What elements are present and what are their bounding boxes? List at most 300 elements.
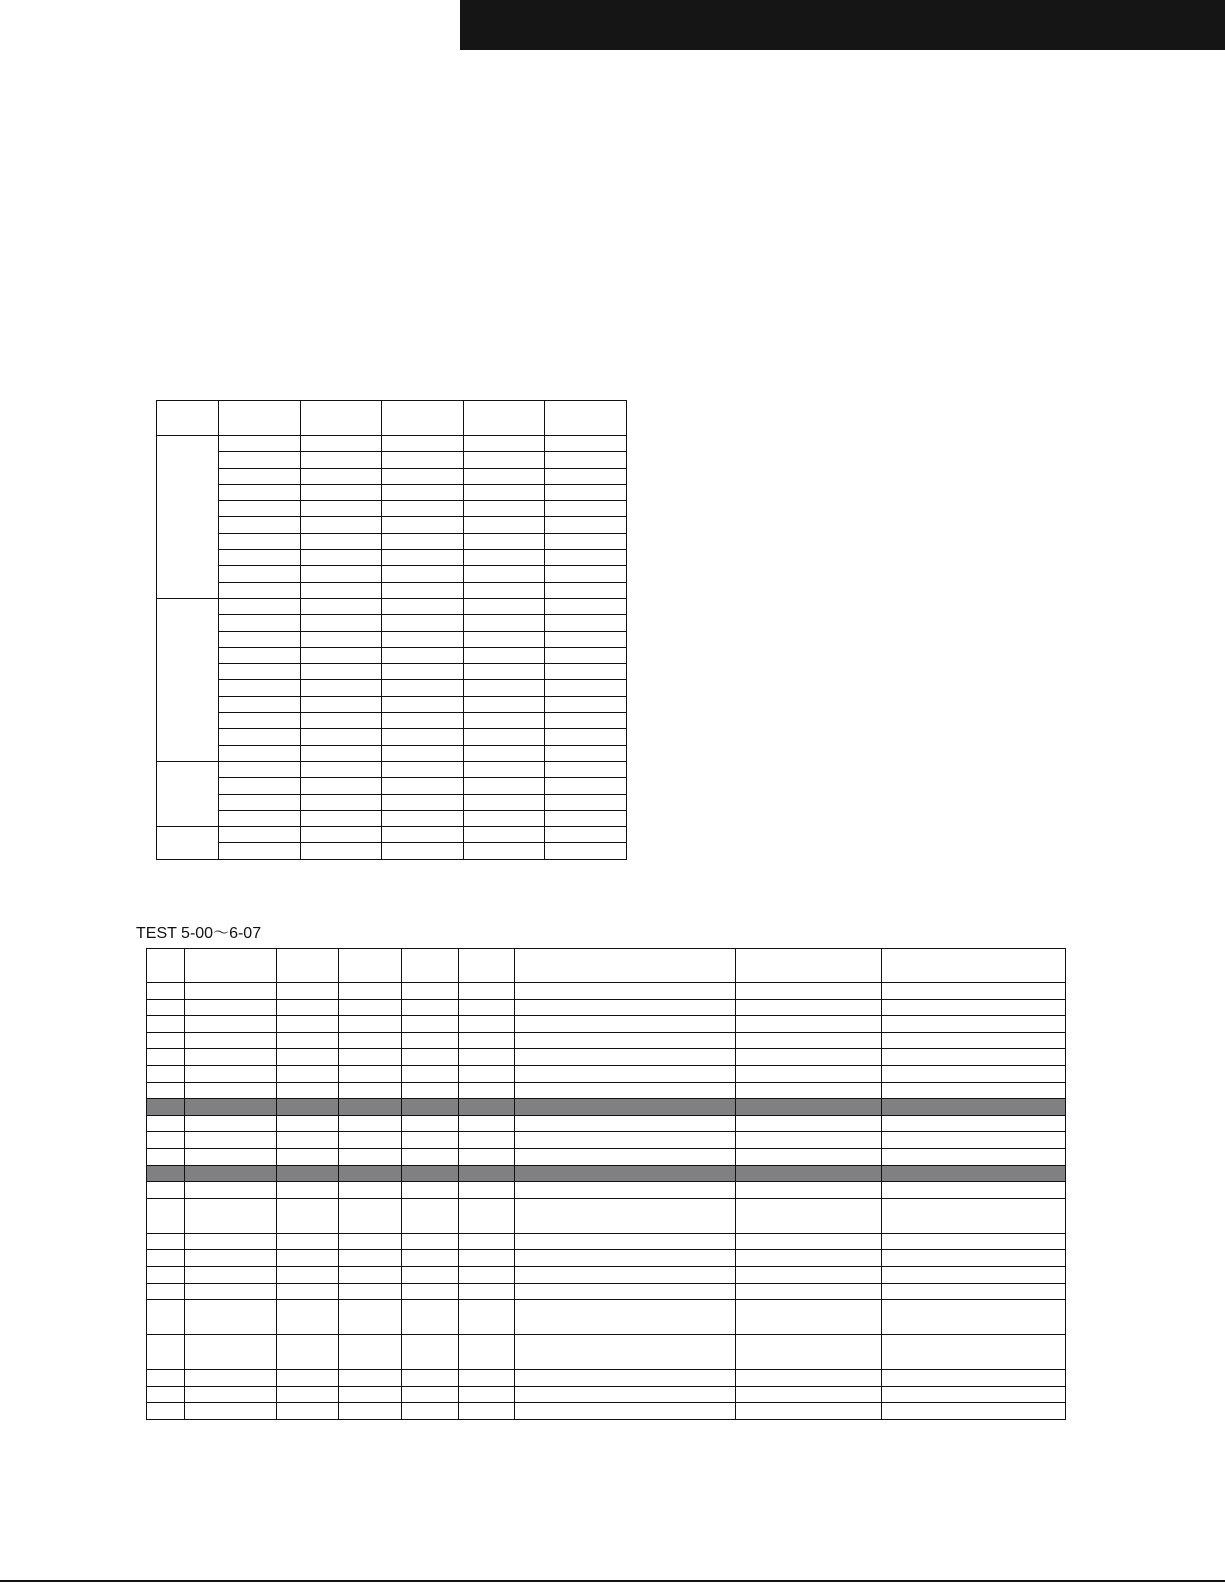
table-cell — [881, 1115, 1065, 1132]
table-cell — [736, 1032, 882, 1049]
table-cell — [339, 1099, 402, 1116]
group-cell — [157, 761, 219, 826]
table-row — [157, 696, 627, 712]
table-cell — [339, 1266, 402, 1283]
table-row — [147, 1250, 1066, 1267]
table-cell — [463, 533, 545, 549]
table-cell — [300, 761, 382, 777]
section-title: TEST 5-00～6-07 — [136, 925, 262, 942]
table-row — [147, 1049, 1066, 1066]
table-cell — [736, 999, 882, 1016]
table-cell — [881, 1300, 1065, 1335]
table-cell — [276, 1250, 339, 1267]
table-cell — [545, 761, 627, 777]
table-cell — [458, 1065, 515, 1082]
table-cell — [458, 1165, 515, 1182]
table-cell — [185, 1115, 276, 1132]
table-cell — [545, 550, 627, 566]
table-cell — [545, 631, 627, 647]
header-cell — [881, 949, 1065, 983]
table-cell — [515, 1198, 736, 1233]
table-cell — [458, 1386, 515, 1403]
upper-table — [156, 400, 627, 860]
table-cell — [276, 1335, 339, 1370]
table-cell — [881, 1250, 1065, 1267]
table-cell — [147, 1233, 185, 1250]
table-cell — [515, 983, 736, 1000]
table-cell — [402, 1115, 459, 1132]
table-cell — [382, 761, 464, 777]
table-cell — [545, 810, 627, 826]
table-cell — [402, 1370, 459, 1387]
header-cell — [219, 401, 301, 436]
table-cell — [185, 1335, 276, 1370]
table-cell — [881, 1233, 1065, 1250]
table-cell — [339, 1182, 402, 1199]
table-row — [157, 631, 627, 647]
table-cell — [545, 501, 627, 517]
table-cell — [276, 1266, 339, 1283]
table-cell — [515, 999, 736, 1016]
table-cell — [276, 1016, 339, 1033]
table-cell — [147, 1115, 185, 1132]
table-cell — [382, 745, 464, 761]
table-cell — [339, 1403, 402, 1420]
table-cell — [463, 827, 545, 843]
table-row — [157, 843, 627, 859]
table-cell — [185, 983, 276, 1000]
table-cell — [300, 810, 382, 826]
table-cell — [339, 1233, 402, 1250]
table-row — [157, 468, 627, 484]
table-cell — [185, 1065, 276, 1082]
table-cell — [185, 1082, 276, 1099]
table-cell — [276, 1032, 339, 1049]
table-cell — [545, 468, 627, 484]
table-cell — [545, 647, 627, 663]
table-cell — [382, 436, 464, 452]
table-cell — [402, 1283, 459, 1300]
test-table — [146, 948, 1066, 1420]
table-cell — [382, 713, 464, 729]
table-cell — [736, 1132, 882, 1149]
table-row — [157, 550, 627, 566]
table-cell — [185, 1049, 276, 1066]
table-cell — [402, 1099, 459, 1116]
table-row — [147, 1065, 1066, 1082]
table-cell — [545, 664, 627, 680]
table-cell — [545, 582, 627, 598]
table-cell — [736, 1099, 882, 1116]
table-cell — [402, 1016, 459, 1033]
table-row — [157, 729, 627, 745]
table-cell — [382, 582, 464, 598]
table-cell — [881, 1049, 1065, 1066]
table-cell — [185, 1032, 276, 1049]
table-cell — [458, 1403, 515, 1420]
table-cell — [185, 1370, 276, 1387]
table-cell — [463, 761, 545, 777]
table-row — [157, 761, 627, 777]
table-cell — [736, 1370, 882, 1387]
table-cell — [147, 1132, 185, 1149]
table-cell — [463, 452, 545, 468]
table-row — [147, 1198, 1066, 1233]
table-cell — [545, 778, 627, 794]
table-row — [157, 452, 627, 468]
table-row — [147, 1386, 1066, 1403]
table-cell — [300, 794, 382, 810]
table-cell — [736, 983, 882, 1000]
table-cell — [276, 1283, 339, 1300]
table-cell — [382, 827, 464, 843]
header-cell — [300, 401, 382, 436]
table-cell — [458, 1370, 515, 1387]
table-cell — [147, 1165, 185, 1182]
table-cell — [300, 664, 382, 680]
table-cell — [147, 1386, 185, 1403]
table-cell — [382, 680, 464, 696]
table-cell — [458, 1082, 515, 1099]
table-cell — [515, 1386, 736, 1403]
table-row — [147, 1016, 1066, 1033]
table-cell — [402, 1250, 459, 1267]
table-cell — [402, 1386, 459, 1403]
table-cell — [515, 1300, 736, 1335]
table-cell — [382, 843, 464, 859]
table-cell — [276, 1065, 339, 1082]
table-row — [157, 501, 627, 517]
table-cell — [545, 745, 627, 761]
table-cell — [515, 1065, 736, 1082]
table-cell — [458, 1049, 515, 1066]
table-cell — [736, 1049, 882, 1066]
table-cell — [339, 1198, 402, 1233]
table-cell — [185, 1148, 276, 1165]
table-cell — [458, 1016, 515, 1033]
table-cell — [515, 1370, 736, 1387]
header-cell — [382, 401, 464, 436]
table-row — [157, 680, 627, 696]
test-table-header-row — [147, 949, 1066, 983]
table-cell — [147, 1032, 185, 1049]
table-cell — [339, 1065, 402, 1082]
table-cell — [219, 680, 301, 696]
table-cell — [515, 1099, 736, 1116]
table-cell — [339, 1250, 402, 1267]
header-cell — [458, 949, 515, 983]
table-cell — [881, 1148, 1065, 1165]
table-cell — [276, 1300, 339, 1335]
table-cell — [276, 1165, 339, 1182]
table-cell — [219, 631, 301, 647]
table-cell — [881, 1065, 1065, 1082]
table-cell — [219, 436, 301, 452]
table-row — [147, 1335, 1066, 1370]
table-cell — [219, 550, 301, 566]
table-cell — [458, 1182, 515, 1199]
table-cell — [515, 1403, 736, 1420]
table-cell — [736, 1065, 882, 1082]
table-cell — [515, 1165, 736, 1182]
table-row — [157, 647, 627, 663]
table-cell — [300, 452, 382, 468]
table-cell — [300, 615, 382, 631]
table-cell — [300, 696, 382, 712]
table-cell — [276, 1099, 339, 1116]
table-cell — [881, 983, 1065, 1000]
table-cell — [736, 1115, 882, 1132]
table-cell — [881, 1386, 1065, 1403]
table-cell — [300, 778, 382, 794]
table-cell — [185, 1233, 276, 1250]
table-cell — [545, 533, 627, 549]
table-cell — [382, 647, 464, 663]
table-cell — [402, 1148, 459, 1165]
table-cell — [736, 1182, 882, 1199]
table-row — [157, 615, 627, 631]
table-cell — [463, 550, 545, 566]
table-row — [157, 517, 627, 533]
table-cell — [402, 1165, 459, 1182]
table-cell — [276, 1386, 339, 1403]
table-cell — [382, 778, 464, 794]
table-cell — [147, 1065, 185, 1082]
table-cell — [463, 696, 545, 712]
table-cell — [219, 452, 301, 468]
table-cell — [458, 999, 515, 1016]
table-cell — [219, 598, 301, 614]
table-cell — [515, 1016, 736, 1033]
table-row — [147, 1266, 1066, 1283]
table-cell — [402, 1300, 459, 1335]
table-cell — [147, 1300, 185, 1335]
table-cell — [339, 1370, 402, 1387]
table-cell — [515, 1132, 736, 1149]
table-cell — [219, 582, 301, 598]
table-cell — [402, 1335, 459, 1370]
table-row — [147, 1403, 1066, 1420]
table-cell — [545, 598, 627, 614]
table-cell — [545, 615, 627, 631]
table-cell — [458, 983, 515, 1000]
table-cell — [382, 533, 464, 549]
table-cell — [300, 468, 382, 484]
table-cell — [382, 664, 464, 680]
table-cell — [219, 696, 301, 712]
table-cell — [881, 1132, 1065, 1149]
table-cell — [463, 664, 545, 680]
table-cell — [736, 1283, 882, 1300]
table-cell — [881, 1099, 1065, 1116]
table-cell — [881, 1082, 1065, 1099]
header-cell — [185, 949, 276, 983]
table-cell — [463, 436, 545, 452]
table-row — [157, 484, 627, 500]
table-cell — [300, 484, 382, 500]
table-cell — [382, 468, 464, 484]
table-cell — [147, 1370, 185, 1387]
table-row — [157, 533, 627, 549]
table-cell — [458, 1148, 515, 1165]
table-cell — [458, 1115, 515, 1132]
table-cell — [402, 1266, 459, 1283]
table-cell — [339, 1032, 402, 1049]
table-row — [157, 436, 627, 452]
table-cell — [515, 1266, 736, 1283]
group-cell — [157, 827, 219, 860]
table-cell — [219, 566, 301, 582]
table-row — [147, 1148, 1066, 1165]
table-cell — [515, 1032, 736, 1049]
table-cell — [463, 745, 545, 761]
table-cell — [300, 598, 382, 614]
table-cell — [515, 1250, 736, 1267]
table-cell — [219, 810, 301, 826]
table-cell — [276, 1049, 339, 1066]
table-cell — [339, 1115, 402, 1132]
table-cell — [463, 680, 545, 696]
table-cell — [881, 999, 1065, 1016]
table-row — [147, 1300, 1066, 1335]
table-cell — [276, 1082, 339, 1099]
table-cell — [219, 484, 301, 500]
table-cell — [545, 843, 627, 859]
header-cell — [736, 949, 882, 983]
table-cell — [545, 680, 627, 696]
table-cell — [463, 582, 545, 598]
table-cell — [458, 1198, 515, 1233]
table-cell — [339, 1016, 402, 1033]
table-cell — [219, 533, 301, 549]
table-cell — [300, 729, 382, 745]
table-row — [147, 1032, 1066, 1049]
table-cell — [881, 1266, 1065, 1283]
table-cell — [147, 1148, 185, 1165]
table-cell — [402, 983, 459, 1000]
table-cell — [219, 843, 301, 859]
table-cell — [881, 1016, 1065, 1033]
table-cell — [300, 582, 382, 598]
table-cell — [219, 501, 301, 517]
table-cell — [300, 647, 382, 663]
table-cell — [402, 1198, 459, 1233]
table-cell — [463, 843, 545, 859]
table-cell — [515, 1233, 736, 1250]
table-cell — [185, 1198, 276, 1233]
table-row — [147, 1099, 1066, 1116]
table-cell — [300, 533, 382, 549]
table-row — [147, 1233, 1066, 1250]
table-cell — [881, 1283, 1065, 1300]
table-cell — [147, 1016, 185, 1033]
header-cell — [545, 401, 627, 436]
table-cell — [185, 1132, 276, 1149]
table-cell — [881, 1165, 1065, 1182]
header-cell — [515, 949, 736, 983]
table-cell — [402, 999, 459, 1016]
table-cell — [545, 452, 627, 468]
table-cell — [463, 615, 545, 631]
table-cell — [339, 1132, 402, 1149]
table-cell — [402, 1032, 459, 1049]
table-cell — [300, 680, 382, 696]
table-cell — [339, 1335, 402, 1370]
table-cell — [185, 1266, 276, 1283]
table-cell — [276, 1132, 339, 1149]
table-cell — [382, 810, 464, 826]
table-cell — [300, 843, 382, 859]
table-cell — [276, 1403, 339, 1420]
table-cell — [300, 713, 382, 729]
table-cell — [339, 1165, 402, 1182]
table-row — [157, 745, 627, 761]
table-row — [157, 794, 627, 810]
table-cell — [276, 1182, 339, 1199]
table-cell — [276, 1198, 339, 1233]
table-row — [147, 1082, 1066, 1099]
table-cell — [185, 1283, 276, 1300]
table-cell — [219, 468, 301, 484]
header-cell — [157, 401, 219, 436]
table-cell — [185, 1403, 276, 1420]
table-cell — [147, 1049, 185, 1066]
table-row — [147, 1115, 1066, 1132]
table-cell — [402, 1065, 459, 1082]
table-cell — [276, 1148, 339, 1165]
table-cell — [339, 1300, 402, 1335]
header-bar — [460, 0, 1225, 50]
table-cell — [219, 647, 301, 663]
table-cell — [736, 1016, 882, 1033]
table-cell — [463, 713, 545, 729]
table-row — [157, 810, 627, 826]
table-cell — [463, 631, 545, 647]
table-cell — [382, 729, 464, 745]
table-cell — [147, 1335, 185, 1370]
table-cell — [147, 1198, 185, 1233]
table-cell — [339, 983, 402, 1000]
table-cell — [147, 999, 185, 1016]
header-cell — [276, 949, 339, 983]
table-cell — [545, 517, 627, 533]
table-cell — [458, 1266, 515, 1283]
table-cell — [147, 1403, 185, 1420]
table-cell — [458, 1099, 515, 1116]
table-cell — [458, 1132, 515, 1149]
table-cell — [402, 1132, 459, 1149]
table-cell — [300, 436, 382, 452]
table-row — [147, 983, 1066, 1000]
table-cell — [339, 1148, 402, 1165]
table-cell — [382, 615, 464, 631]
table-row — [157, 664, 627, 680]
table-cell — [515, 1148, 736, 1165]
table-cell — [463, 598, 545, 614]
table-cell — [382, 631, 464, 647]
upper-table-header-row — [157, 401, 627, 436]
table-cell — [463, 778, 545, 794]
table-cell — [219, 729, 301, 745]
table-cell — [185, 1099, 276, 1116]
table-cell — [147, 1266, 185, 1283]
table-row — [157, 713, 627, 729]
table-cell — [458, 1233, 515, 1250]
table-cell — [463, 647, 545, 663]
table-cell — [382, 517, 464, 533]
table-cell — [185, 1300, 276, 1335]
table-cell — [185, 1386, 276, 1403]
